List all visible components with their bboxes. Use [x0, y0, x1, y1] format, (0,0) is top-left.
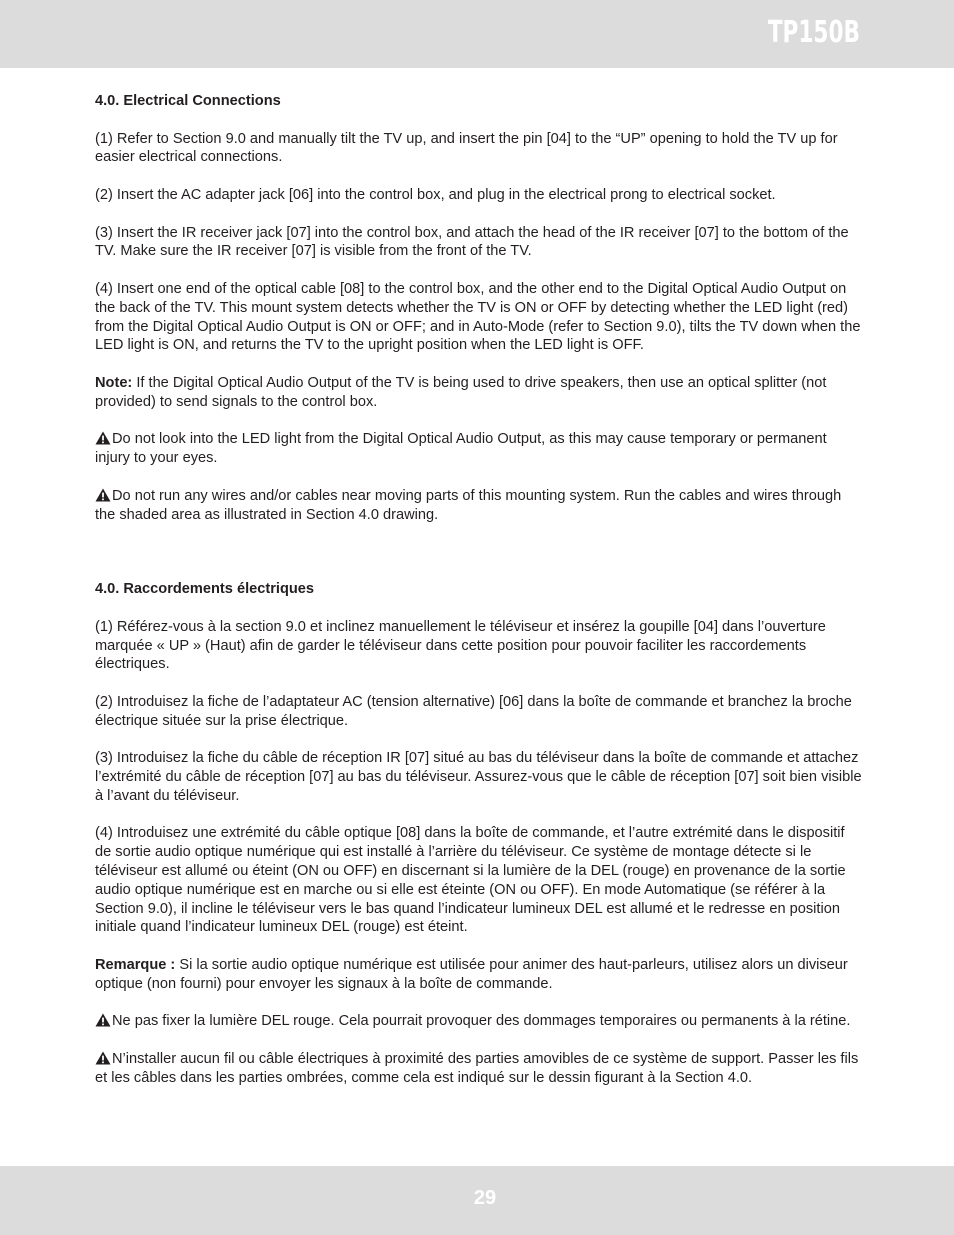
paragraph-en-2: (2) Insert the AC adapter jack [06] into the control box, and plug in the electrical prong to electrical socket.: [95, 186, 776, 203]
warning-triangle-icon: [95, 1013, 111, 1027]
model-title: TP150B: [767, 15, 860, 50]
warning-en-2: [95, 487, 863, 525]
paragraph-fr-4: (4) Introduisez une extrémité du câble optique [08] dans la boîte de commande, et l’autre extrémité dans le dispositif de sortie audio optique numérique qui est installé à l’arrière du téléviseur. Ce système de montage détecte si le téléviseur est allumé ou éteint (ON ou OFF) en discernant si la lumière de la DEL (rouge) en provenance de la sortie audio optique numérique est en marche ou si elle est éteinte (ON ou OFF). En mode Automatique (se référer à la Section 9.0), il incline le téléviseur vers le bas quand l’indicateur lumineux DEL est allumé et le redresse en position initiale quand l’indicateur lumineux DEL (rouge) est éteint.: [95, 825, 846, 936]
page-number: 29: [473, 1187, 497, 1209]
warning-en-1: [95, 430, 863, 468]
paragraph-en-4: (4) Insert one end of the optical cable [08] to the control box, and the other end to the Digital Optical Audio Output on the back of the TV. This mount system detects whether the TV is ON or OFF by detecting whether the LED light (red) from the Digital Optical Audio Output is ON or OFF; and in Auto-Mode (refer to Section 9.0), tilts the TV down when the LED light is ON, and returns the TV to the upright position when the LED light is OFF.: [95, 280, 861, 354]
warning-fr-2: [95, 1050, 863, 1088]
note-label-fr: Remarque :: [95, 957, 176, 974]
warning-triangle-icon: [95, 1051, 111, 1065]
section-spacer: [95, 543, 863, 580]
warning-text-en-1: Do not look into the LED light from the Digital Optical Audio Output, as this may cause temporary or permanent injury to your eyes.: [95, 431, 827, 467]
warning-text-fr-1: Ne pas fixer la lumière DEL rouge. Cela pourrait provoquer des dommages temporaires ou permanents à la rétine.: [112, 1013, 851, 1030]
warning-fr-1: [95, 1012, 863, 1031]
note-label-en: Note:: [95, 374, 133, 391]
note-text-en: If the Digital Optical Audio Output of the TV is being used to drive speakers, then use an optical splitter (not provided) to send signals to the control box.: [95, 374, 827, 410]
footer-bar: [0, 1166, 954, 1235]
section-heading-english: 4.0. Electrical Connections: [95, 93, 281, 109]
paragraph-en-1: (1) Refer to Section 9.0 and manually tilt the TV up, and insert the pin [04] to the “UP” opening to hold the TV up for easier electrical connections.: [95, 130, 838, 166]
warning-text-en-2: Do not run any wires and/or cables near moving parts of this mounting system. Run the cables and wires through the shaded area as illustrated in Section 4.0 drawing.: [95, 487, 842, 523]
section-heading-french: 4.0. Raccordements électriques: [95, 581, 315, 598]
note-en: [95, 374, 863, 412]
header-bar: [0, 0, 954, 68]
page-content: [95, 92, 863, 1106]
note-fr: [95, 956, 863, 994]
note-text-fr: Si la sortie audio optique numérique est utilisée pour animer des haut-parleurs, utilisez alors un diviseur optique (non fourni) pour envoyer les signaux à la boîte de commande.: [95, 957, 848, 992]
warning-triangle-icon: [95, 488, 111, 502]
paragraph-fr-1: (1) Référez-vous à la section 9.0 et inclinez manuellement le téléviseur et insérez la goupille [04] dans l’ouverture marquée « UP » (Haut) afin de garder le téléviseur dans cette position pour pouvoir faciliter les raccordements électriques.: [95, 618, 826, 673]
paragraph-en-3: (3) Insert the IR receiver jack [07] into the control box, and attach the head of the IR receiver [07] to the bottom of the TV. Make sure the IR receiver [07] is visible from the front of the TV.: [95, 224, 849, 260]
warning-text-fr-2: N’installer aucun fil ou câble électriques à proximité des parties amovibles de ce système de support. Passer les fils et les câbles dans les parties ombrées, comme cela est indiqué sur le dessin figurant à la Section 4.0.: [95, 1051, 859, 1086]
paragraph-fr-2: (2) Introduisez la fiche de l’adaptateur AC (tension alternative) [06] dans la boîte de commande et branchez la broche électrique située sur la prise électrique.: [95, 693, 852, 729]
paragraph-fr-3: (3) Introduisez la fiche du câble de réception IR [07] situé au bas du téléviseur dans la boîte de commande et attachez l’extrémité du câble de réception [07] au bas du téléviseur. Assurez-vous que le câble de réception [07] soit bien visible à l’avant du téléviseur.: [95, 750, 862, 804]
warning-triangle-icon: [95, 431, 111, 445]
